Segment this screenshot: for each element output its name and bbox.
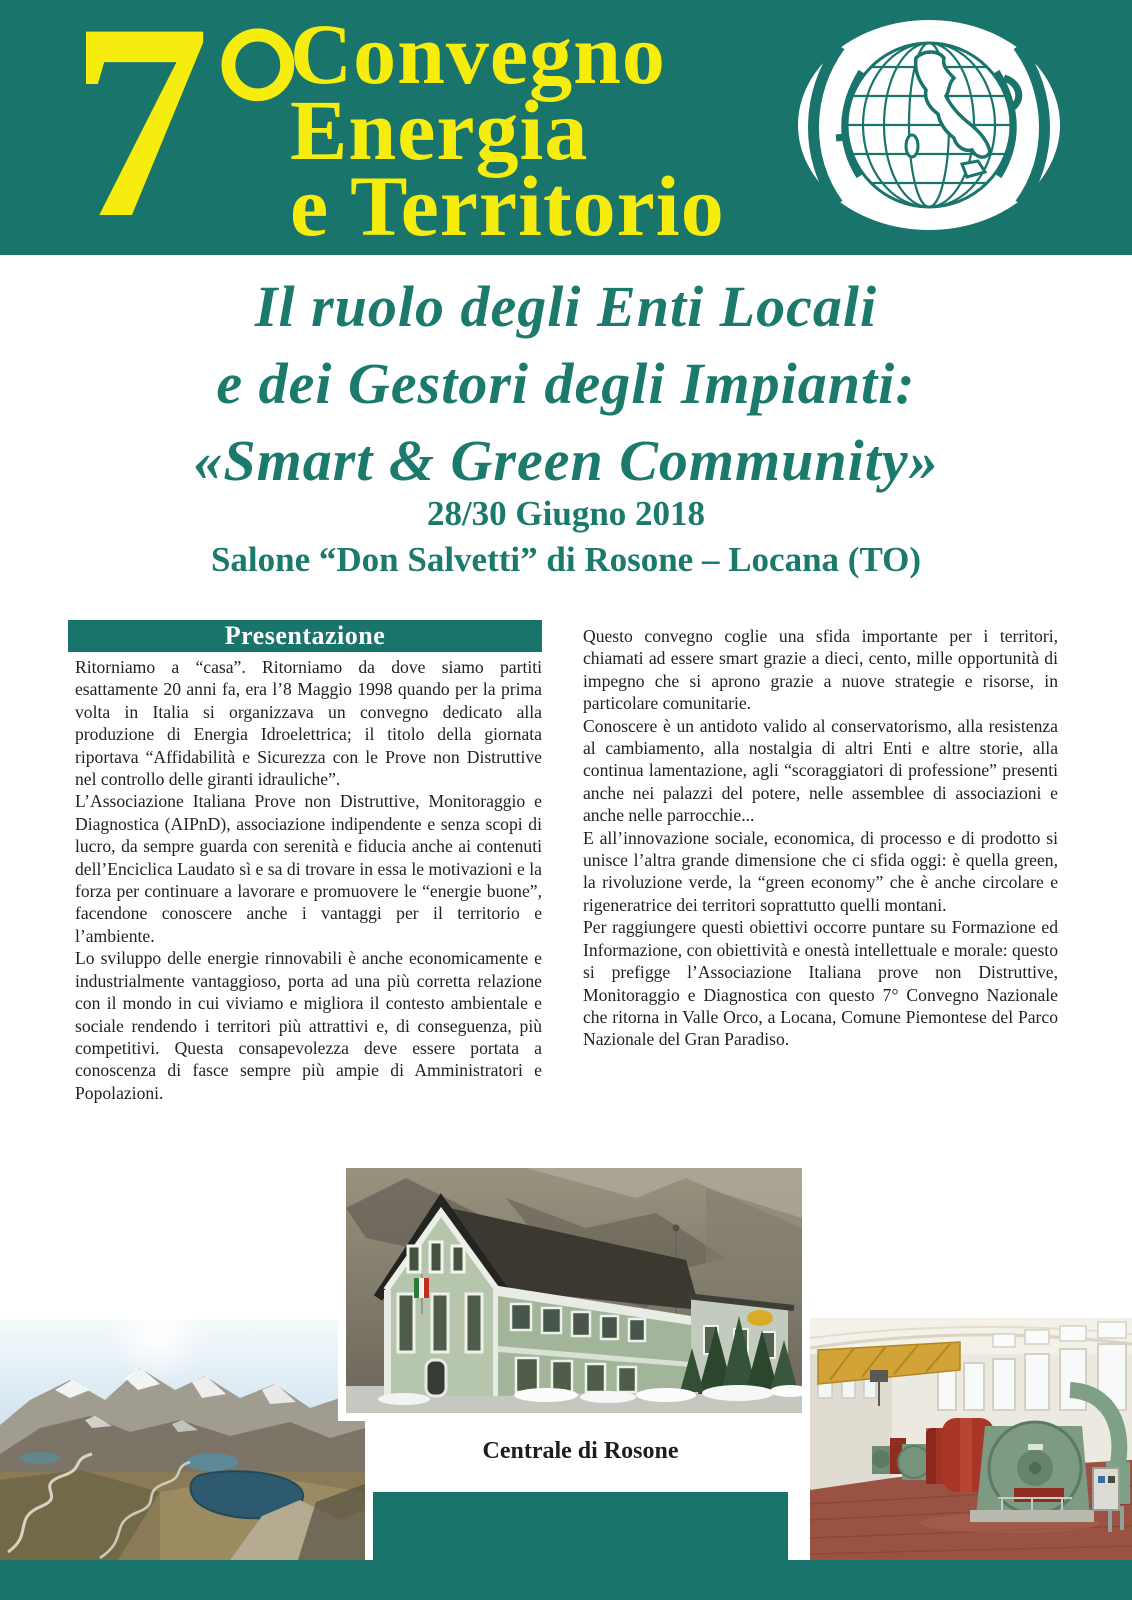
mountain-valley-photo: [0, 1320, 365, 1560]
header-title-line: Energia: [290, 82, 589, 178]
event-title-line: Il ruolo degli Enti Locali: [254, 274, 878, 339]
event-date: 28/30 Giugno 2018: [426, 494, 706, 533]
presentation-paragraph: Ritorniamo a “casa”. Ritorniamo da dove siamo partiti esattamente 20 anni fa, era l’8 Maggio 1998 quando per la prima volta in Italia si organizzava un convegno dedicato alla produzione di Energia Idroelettrica; il titolo della giornata riportava “Affidabilità e Sicurezza con le Prove non Distruttive nel controllo delle giranti idrauliche”.: [75, 657, 542, 790]
presentation-paragraph: Conoscere è un antidoto valido al conservatorismo, alla resistenza al cambiamento, alla nostalgia di altri Enti e altre storie, alla continua lamentazione, agli “scoraggiatori di professione” presenti anche nei palazzi del potere, nelle assemblee di associazioni e anche nelle parrocchie...: [583, 715, 1058, 826]
aipnd-globe-logo-icon: [796, 16, 1062, 234]
header-title-line: e Territorio: [290, 158, 725, 254]
edition-number: [70, 0, 306, 274]
bottom-band: [0, 1560, 1132, 1600]
header-band: [0, 0, 1132, 276]
presentation-paragraph: Per raggiungere questi obiettivi occorre puntare su Formazione ed Informazione, con obiettività e onestà intellettuale e morale: questo si prefigge l’Associazione Italiana prove non Distruttive, Monitoraggio e Diagnostica con questo 7° Convegno Nazionale che ritorna in Valle Orco, a Locana, Comune Piemontese del Parco Nazionale del Gran Paradiso.: [583, 917, 1058, 1050]
presentation-right-column: [583, 625, 1058, 1051]
turbine-hall-photo: [810, 1318, 1132, 1560]
header-title-line: Convegno: [290, 6, 666, 102]
event-title-line: e dei Gestori degli Impianti:: [216, 351, 916, 416]
presentation-heading: Presentazione: [68, 620, 542, 652]
degree-symbol: °: [210, 0, 306, 240]
power-plant-photo: [338, 1160, 810, 1421]
edition-digit: 7: [70, 0, 210, 276]
presentation-left-column: [75, 656, 542, 1104]
event-venue: Salone “Don Salvetti” di Rosone – Locana (TO): [210, 540, 922, 579]
presentation-paragraph: L’Associazione Italiana Prove non Distruttive, Monitoraggio e Diagnostica (AIPnD), associazione indipendente e senza scopi di lucro, da sempre guarda con serenità e fiducia anche ai contenuti dell’Enciclica Laudato sì e sa di trovare in essa le motivazioni e la forza per continuare a lavorare e promuovere le “energie buone”, facendone conoscere anche i vantaggi per il territorio e l’ambiente.: [75, 791, 542, 946]
photo-caption: Centrale di Rosone: [482, 1438, 679, 1464]
presentation-paragraph: Questo convegno coglie una sfida importante per i territori, chiamati ad essere smart grazie a dieci, cento, mille opportunità di impegno che si aprono grazie a nuove strategie e risorse, in particolare comunitarie.: [583, 626, 1058, 714]
header-title: [290, 6, 725, 254]
presentation-paragraph: Lo sviluppo delle energie rinnovabili è anche economicamente e industrialmente vantaggioso, porta ad una più corretta relazione con il mondo in cui viviamo e migliora il contesto ambientale e sociale rendendo i territori più attrattivi e, di conseguenza, più competitivi. Questa consapevolezza deve essere portata a conoscenza di fasce sempre più ampie di Amministratori e Popolazioni.: [75, 948, 542, 1103]
event-title: [0, 268, 1132, 499]
event-title-line: «Smart & Green Community»: [193, 428, 939, 493]
presentation-paragraph: E all’innovazione sociale, economica, di processo e di prodotto si unisce l’altra grande dimensione che ci sfida oggi: è quella green, la rivoluzione verde, la “green economy” che è anche circolare e rigeneratrice dei territori soprattutto quelli montani.: [583, 827, 1058, 915]
